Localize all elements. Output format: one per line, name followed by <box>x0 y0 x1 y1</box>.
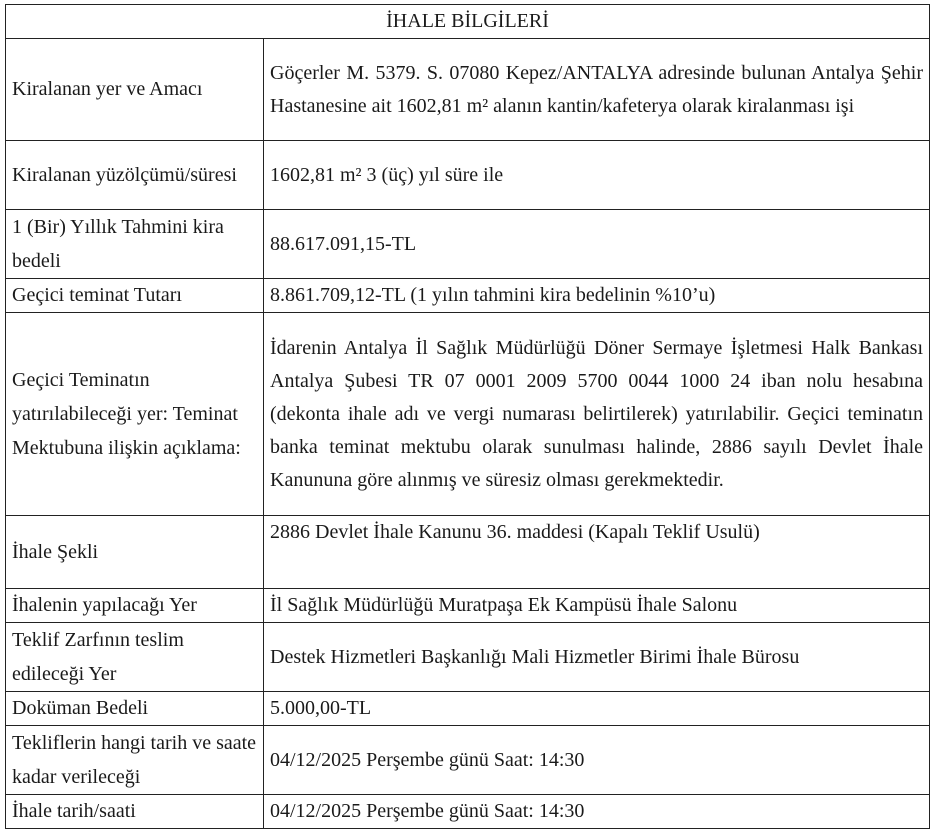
row-label: İhalenin yapılacağı Yer <box>6 589 264 623</box>
row-label: Geçici Teminatın yatırılabileceği yer: Teminat Mektubuna ilişkin açıklama: <box>6 313 264 516</box>
row-value: İl Sağlık Müdürlüğü Muratpaşa Ek Kampüsü İhale Salonu <box>264 589 930 623</box>
table-row <box>6 795 930 829</box>
row-label: Geçici teminat Tutarı <box>6 279 264 313</box>
row-value: 04/12/2025 Perşembe günü Saat: 14:30 <box>264 795 930 829</box>
row-value: 04/12/2025 Perşembe günü Saat: 14:30 <box>264 726 930 795</box>
row-value: İdarenin Antalya İl Sağlık Müdürlüğü Döner Sermaye İşletmesi Halk Bankası Antalya Şubesi TR 07 0001 2009 5700 0044 1000 24 iban nolu hesabına (dekonta ihale adı ve vergi numarası belirtilerek) yatırılabilir. Geçici teminatın banka teminat mektubu olarak sunulması halinde, 2886 sayılı Devlet İhale Kanununa göre alınmış ve süresiz olması gerekmektedir. <box>264 313 930 516</box>
table-title: İHALE BİLGİLERİ <box>6 5 930 39</box>
table-row <box>6 692 930 726</box>
row-label: İhale tarih/saati <box>6 795 264 829</box>
row-value: 1602,81 m² 3 (üç) yıl süre ile <box>264 141 930 210</box>
table-row <box>6 313 930 516</box>
table-row <box>6 726 930 795</box>
row-label: İhale Şekli <box>6 516 264 589</box>
row-value: 88.617.091,15-TL <box>264 210 930 279</box>
table-row <box>6 141 930 210</box>
row-label: Kiralanan yer ve Amacı <box>6 39 264 141</box>
table-row <box>6 589 930 623</box>
table-row <box>6 39 930 141</box>
table-row <box>6 516 930 589</box>
table-row <box>6 210 930 279</box>
row-label: Kiralanan yüzölçümü/süresi <box>6 141 264 210</box>
row-value: 2886 Devlet İhale Kanunu 36. maddesi (Kapalı Teklif Usulü) <box>264 516 930 589</box>
row-value: 5.000,00-TL <box>264 692 930 726</box>
table-row <box>6 279 930 313</box>
row-label: Teklif Zarfının teslim edileceği Yer <box>6 623 264 692</box>
table-title-row <box>6 5 930 39</box>
table-row <box>6 623 930 692</box>
row-label: Doküman Bedeli <box>6 692 264 726</box>
row-label: Tekliflerin hangi tarih ve saate kadar verileceği <box>6 726 264 795</box>
row-value: Göçerler M. 5379. S. 07080 Kepez/ANTALYA adresinde bulunan Antalya Şehir Hastanesine ait 1602,81 m² alanın kantin/kafeterya olarak kiralanması işi <box>264 39 930 141</box>
row-label: 1 (Bir) Yıllık Tahmini kira bedeli <box>6 210 264 279</box>
row-value: Destek Hizmetleri Başkanlığı Mali Hizmetler Birimi İhale Bürosu <box>264 623 930 692</box>
row-value: 8.861.709,12-TL (1 yılın tahmini kira bedelinin %10’u) <box>264 279 930 313</box>
ihale-info-table <box>5 4 930 829</box>
